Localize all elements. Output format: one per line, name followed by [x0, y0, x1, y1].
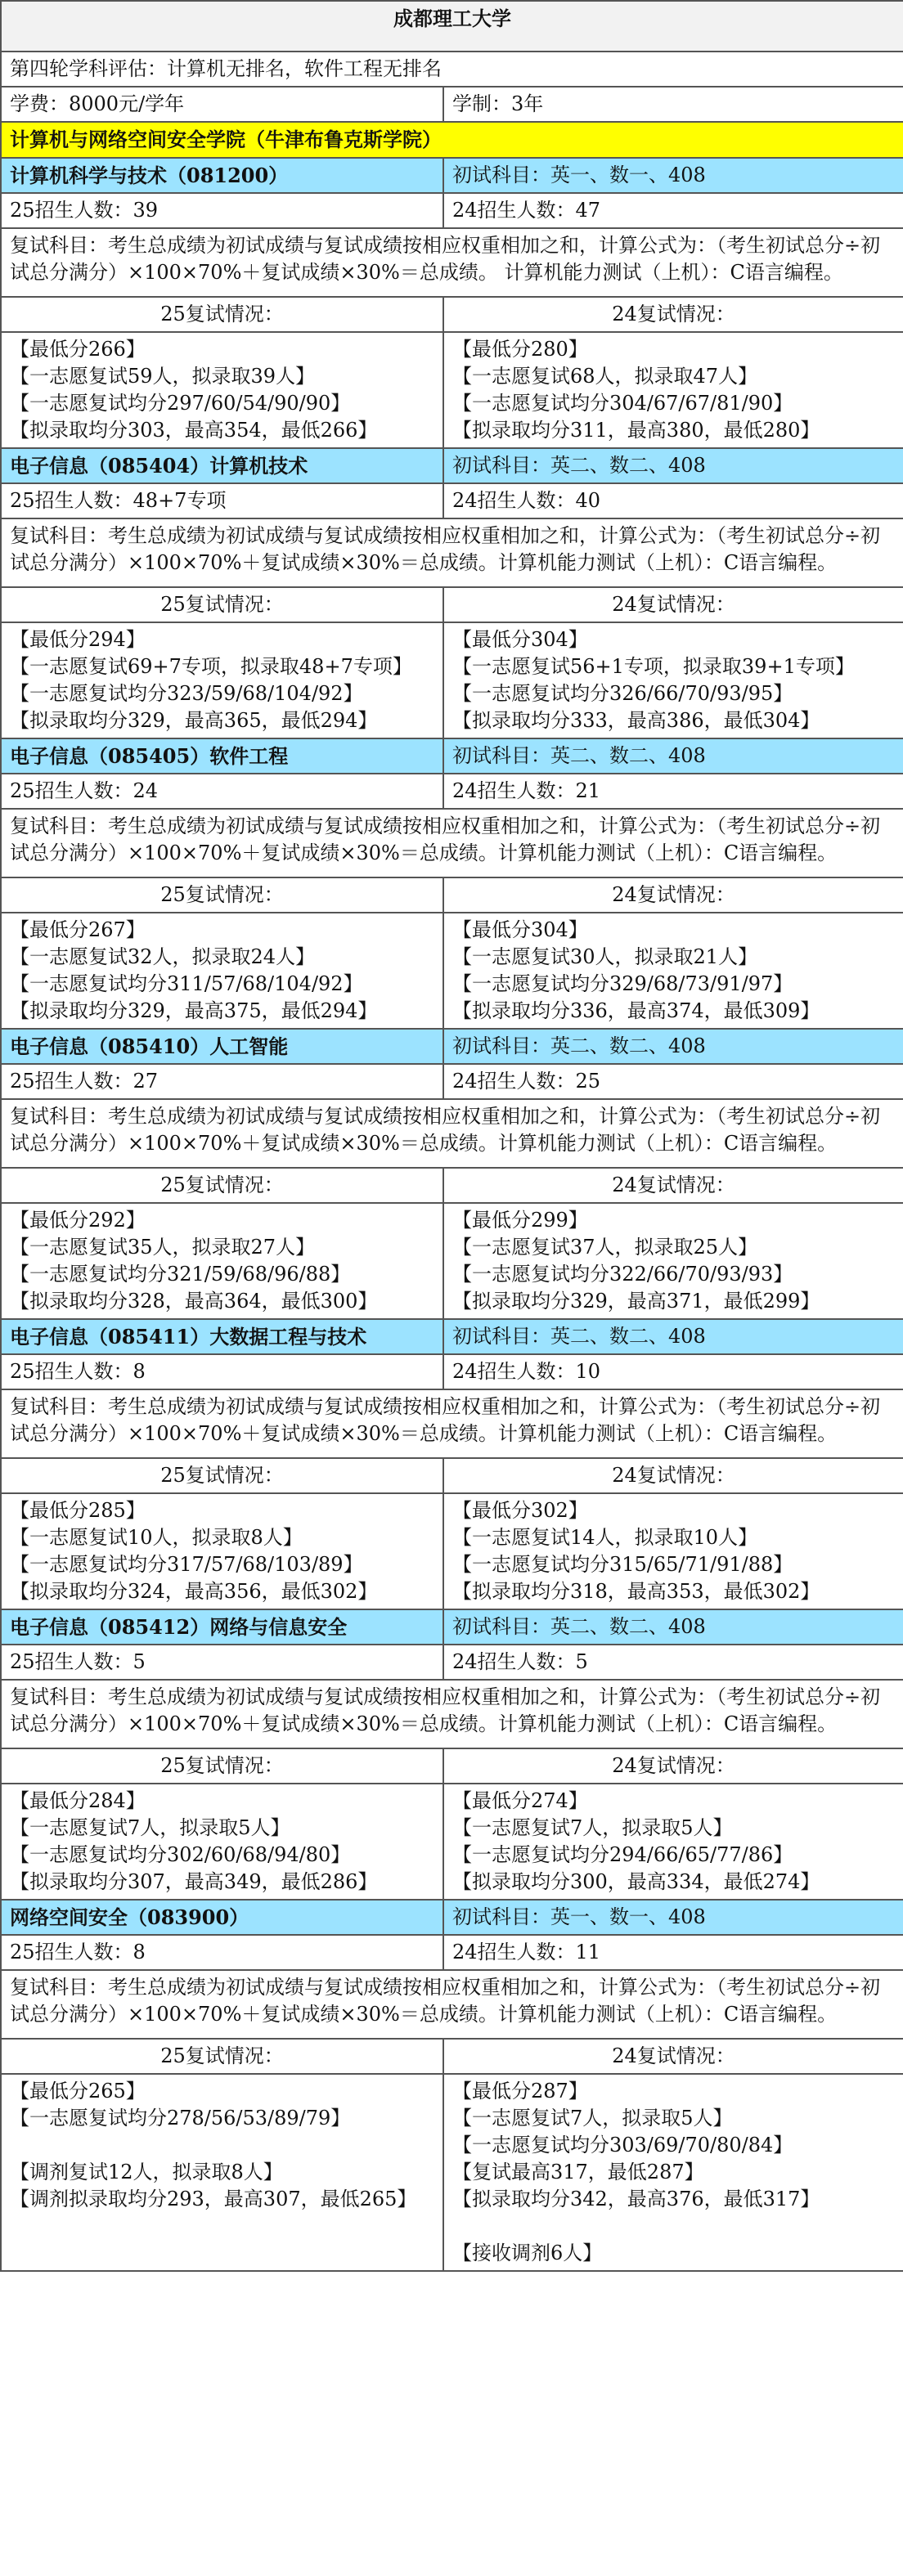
stat-line: 【拟录取均分318，最高353，最低302】	[452, 1580, 820, 1603]
stat-line: 【最低分302】	[452, 1499, 588, 1522]
stat-line: 【最低分304】	[452, 628, 588, 651]
enrollment-25: 25招生人数：27	[1, 1064, 443, 1099]
stat-line: 【调剂复试12人，拟录取8人】	[10, 2161, 283, 2183]
program-header-row	[1, 1319, 903, 1354]
retest-stats-25	[1, 2074, 443, 2271]
retest-stats-24	[443, 622, 903, 738]
program-subjects: 初试科目：英二、数二、408	[443, 1609, 903, 1645]
retest-formula-row	[1, 1389, 903, 1458]
program-name: 电子信息（085404）计算机技术	[1, 448, 443, 483]
program-subjects: 初试科目：英一、数一、408	[443, 158, 903, 193]
school-name: 计算机与网络空间安全学院（牛津布鲁克斯学院）	[1, 122, 903, 158]
enrollment-25: 25招生人数：39	[1, 193, 443, 228]
stat-line: 【一志愿复试14人，拟录取10人】	[452, 1526, 758, 1549]
retest-stats-25	[1, 332, 443, 448]
stat-line: 【最低分284】	[10, 1789, 146, 1812]
retest-stats-24	[443, 332, 903, 448]
stat-line: 【一志愿复试均分329/68/73/91/97】	[452, 972, 793, 995]
retest-stats-row	[1, 332, 903, 448]
stat-line: 【一志愿复试均分302/60/68/94/80】	[10, 1843, 351, 1866]
retest-heading-row	[1, 877, 903, 913]
program-subjects: 初试科目：英二、数二、408	[443, 738, 903, 774]
stat-line: 【一志愿复试30人，拟录取21人】	[452, 945, 758, 968]
stat-line: 【拟录取均分324，最高356，最低302】	[10, 1580, 378, 1603]
retest-stats-row	[1, 622, 903, 738]
enrollment-24: 24招生人数：25	[443, 1064, 903, 1099]
program-subjects: 初试科目：英二、数二、408	[443, 1029, 903, 1064]
retest-stats-25	[1, 1203, 443, 1319]
program-name: 电子信息（085412）网络与信息安全	[1, 1609, 443, 1645]
enrollment-25: 25招生人数：24	[1, 774, 443, 809]
stat-line: 【最低分267】	[10, 918, 146, 941]
stat-line: 【拟录取均分336，最高374，最低309】	[452, 999, 820, 1022]
retest-heading-25: 25复试情况：	[1, 877, 443, 913]
retest-stats-row	[1, 1493, 903, 1609]
retest-formula-row	[1, 809, 903, 877]
stat-line: 【一志愿复试均分323/59/68/104/92】	[10, 682, 363, 705]
program-header-row	[1, 1029, 903, 1064]
stat-line: 【最低分287】	[452, 2080, 588, 2103]
retest-heading-25: 25复试情况：	[1, 1748, 443, 1784]
stat-line: 【拟录取均分329，最高371，最低299】	[452, 1290, 820, 1313]
enrollment-24: 24招生人数：40	[443, 483, 903, 518]
enrollment-25: 25招生人数：8	[1, 1354, 443, 1389]
stat-line: 【拟录取均分342，最高376，最低317】	[452, 2188, 820, 2210]
enrollment-24: 24招生人数：10	[443, 1354, 903, 1389]
program-header-row	[1, 448, 903, 483]
enrollment-row	[1, 1064, 903, 1099]
program-subjects: 初试科目：英一、数一、408	[443, 1900, 903, 1935]
stat-line: 【拟录取均分329，最高375，最低294】	[10, 999, 378, 1022]
stat-line: 【一志愿复试32人，拟录取24人】	[10, 945, 316, 968]
title-row	[1, 1, 903, 52]
stat-line: 【最低分266】	[10, 338, 146, 361]
program-name: 电子信息（085410）人工智能	[1, 1029, 443, 1064]
enrollment-row	[1, 1354, 903, 1389]
retest-heading-24: 24复试情况：	[443, 1748, 903, 1784]
stat-line: 【一志愿复试59人，拟录取39人】	[10, 365, 316, 388]
retest-stats-row	[1, 913, 903, 1029]
retest-formula-row	[1, 1099, 903, 1168]
retest-stats-row	[1, 1203, 903, 1319]
retest-heading-row	[1, 1748, 903, 1784]
enrollment-25: 25招生人数：48+7专项	[1, 483, 443, 518]
retest-stats-25	[1, 622, 443, 738]
retest-formula-row	[1, 1680, 903, 1748]
program-header-row	[1, 158, 903, 193]
retest-stats-25	[1, 1784, 443, 1900]
stat-line: 【拟录取均分328，最高364，最低300】	[10, 1290, 378, 1313]
retest-heading-25: 25复试情况：	[1, 587, 443, 622]
enrollment-24: 24招生人数：5	[443, 1645, 903, 1680]
retest-stats-row	[1, 1784, 903, 1900]
stat-line: 【拟录取均分307，最高349，最低286】	[10, 1870, 378, 1893]
retest-stats-25	[1, 1493, 443, 1609]
stat-line: 【拟录取均分329，最高365，最低294】	[10, 709, 378, 732]
enrollment-25: 25招生人数：8	[1, 1935, 443, 1970]
stat-line	[452, 2213, 895, 2240]
stat-line: 【一志愿复试均分304/67/67/81/90】	[452, 392, 793, 415]
stat-line: 【一志愿复试7人，拟录取5人】	[452, 2107, 733, 2129]
retest-formula-row	[1, 1970, 903, 2039]
stat-line: 【一志愿复试均分294/66/65/77/86】	[452, 1843, 793, 1866]
retest-heading-25: 25复试情况：	[1, 1458, 443, 1493]
retest-stats-24	[443, 1784, 903, 1900]
program-header-row	[1, 1900, 903, 1935]
retest-formula: 复试科目：考生总成绩为初试成绩与复试成绩按相应权重相加之和，计算公式为：（考生初试总分÷初试总分满分）×100×70%＋复试成绩×30%＝总成绩。 计算机能力测试（上机）：C语言编程。	[1, 228, 903, 297]
retest-stats-25	[1, 913, 443, 1029]
enrollment-row	[1, 483, 903, 518]
retest-heading-row	[1, 587, 903, 622]
program-name: 计算机科学与技术（081200）	[1, 158, 443, 193]
retest-heading-row	[1, 297, 903, 332]
stat-line: 【一志愿复试56+1专项，拟录取39+1专项】	[452, 655, 855, 678]
stat-line: 【一志愿复试37人，拟录取25人】	[452, 1236, 758, 1259]
retest-heading-24: 24复试情况：	[443, 2039, 903, 2074]
school-row	[1, 122, 903, 158]
stat-line: 【一志愿复试69+7专项，拟录取48+7专项】	[10, 655, 412, 678]
stat-line: 【一志愿复试7人，拟录取5人】	[10, 1816, 290, 1839]
program-name: 网络空间安全（083900）	[1, 1900, 443, 1935]
program-subjects: 初试科目：英二、数二、408	[443, 448, 903, 483]
tuition-text: 学费：8000元/学年	[1, 87, 443, 122]
fee-row	[1, 87, 903, 122]
stat-line: 【最低分304】	[452, 918, 588, 941]
enrollment-row	[1, 193, 903, 228]
program-header-row	[1, 1609, 903, 1645]
duration-text: 学制：3年	[443, 87, 903, 122]
evaluation-text: 第四轮学科评估：计算机无排名，软件工程无排名	[1, 52, 903, 87]
stat-line: 【最低分294】	[10, 628, 146, 651]
stat-line: 【复试最高317，最低287】	[452, 2161, 704, 2183]
stat-line: 【最低分292】	[10, 1209, 146, 1232]
stat-line: 【拟录取均分300，最高334，最低274】	[452, 1870, 820, 1893]
enrollment-row	[1, 774, 903, 809]
stat-line: 【最低分285】	[10, 1499, 146, 1522]
stat-line	[10, 2132, 434, 2159]
retest-heading-row	[1, 1168, 903, 1203]
enrollment-25: 25招生人数：5	[1, 1645, 443, 1680]
stat-line: 【最低分299】	[452, 1209, 588, 1232]
stat-line: 【一志愿复试均分322/66/70/93/93】	[452, 1263, 793, 1286]
retest-stats-row	[1, 2074, 903, 2271]
enrollment-24: 24招生人数：11	[443, 1935, 903, 1970]
retest-formula-row	[1, 228, 903, 297]
stat-line: 【一志愿复试均分321/59/68/96/88】	[10, 1263, 351, 1286]
program-name: 电子信息（085411）大数据工程与技术	[1, 1319, 443, 1354]
retest-formula-row	[1, 518, 903, 587]
stat-line: 【一志愿复试均分317/57/68/103/89】	[10, 1553, 363, 1576]
retest-heading-row	[1, 2039, 903, 2074]
retest-formula: 复试科目：考生总成绩为初试成绩与复试成绩按相应权重相加之和，计算公式为：（考生初试总分÷初试总分满分）×100×70%＋复试成绩×30%＝总成绩。计算机能力测试（上机）：C语言编程。	[1, 1389, 903, 1458]
stat-line: 【拟录取均分311，最高380，最低280】	[452, 419, 820, 442]
evaluation-row	[1, 52, 903, 87]
stat-line: 【一志愿复试35人，拟录取27人】	[10, 1236, 316, 1259]
enrollment-24: 24招生人数：21	[443, 774, 903, 809]
retest-heading-row	[1, 1458, 903, 1493]
stat-line: 【拟录取均分333，最高386，最低304】	[452, 709, 820, 732]
program-name: 电子信息（085405）软件工程	[1, 738, 443, 774]
stat-line: 【接收调剂6人】	[452, 2242, 603, 2264]
enrollment-row	[1, 1935, 903, 1970]
retest-stats-24	[443, 1203, 903, 1319]
stat-line: 【一志愿复试均分278/56/53/89/79】	[10, 2107, 351, 2129]
enrollment-row	[1, 1645, 903, 1680]
stat-line: 【一志愿复试7人，拟录取5人】	[452, 1816, 733, 1839]
retest-formula: 复试科目：考生总成绩为初试成绩与复试成绩按相应权重相加之和，计算公式为：（考生初试总分÷初试总分满分）×100×70%＋复试成绩×30%＝总成绩。计算机能力测试（上机）：C语言编程。	[1, 1970, 903, 2039]
retest-formula: 复试科目：考生总成绩为初试成绩与复试成绩按相应权重相加之和，计算公式为：（考生初试总分÷初试总分满分）×100×70%＋复试成绩×30%＝总成绩。计算机能力测试（上机）：C语言编程。	[1, 518, 903, 587]
retest-heading-25: 25复试情况：	[1, 297, 443, 332]
retest-stats-24	[443, 2074, 903, 2271]
retest-heading-24: 24复试情况：	[443, 587, 903, 622]
stat-line: 【一志愿复试均分303/69/70/80/84】	[452, 2134, 793, 2156]
stat-line: 【最低分265】	[10, 2080, 146, 2103]
stat-line: 【一志愿复试均分326/66/70/93/95】	[452, 682, 793, 705]
stat-line: 【拟录取均分303，最高354，最低266】	[10, 419, 378, 442]
program-subjects: 初试科目：英二、数二、408	[443, 1319, 903, 1354]
retest-stats-24	[443, 913, 903, 1029]
enrollment-24: 24招生人数：47	[443, 193, 903, 228]
retest-heading-24: 24复试情况：	[443, 297, 903, 332]
stat-line: 【一志愿复试均分297/60/54/90/90】	[10, 392, 351, 415]
retest-heading-24: 24复试情况：	[443, 1458, 903, 1493]
retest-formula: 复试科目：考生总成绩为初试成绩与复试成绩按相应权重相加之和，计算公式为：（考生初试总分÷初试总分满分）×100×70%＋复试成绩×30%＝总成绩。计算机能力测试（上机）：C语言编程。	[1, 1099, 903, 1168]
stat-line: 【调剂拟录取均分293，最高307，最低265】	[10, 2188, 417, 2210]
stat-line: 【一志愿复试均分315/65/71/91/88】	[452, 1553, 793, 1576]
university-name: 成都理工大学	[1, 1, 903, 52]
retest-heading-24: 24复试情况：	[443, 1168, 903, 1203]
stat-line: 【最低分280】	[452, 338, 588, 361]
stat-line: 【一志愿复试均分311/57/68/104/92】	[10, 972, 363, 995]
retest-formula: 复试科目：考生总成绩为初试成绩与复试成绩按相应权重相加之和，计算公式为：（考生初试总分÷初试总分满分）×100×70%＋复试成绩×30%＝总成绩。计算机能力测试（上机）：C语言编程。	[1, 809, 903, 877]
retest-heading-25: 25复试情况：	[1, 2039, 443, 2074]
stat-line: 【一志愿复试10人，拟录取8人】	[10, 1526, 303, 1549]
retest-heading-24: 24复试情况：	[443, 877, 903, 913]
retest-stats-24	[443, 1493, 903, 1609]
stat-line: 【一志愿复试68人，拟录取47人】	[452, 365, 758, 388]
retest-formula: 复试科目：考生总成绩为初试成绩与复试成绩按相应权重相加之和，计算公式为：（考生初试总分÷初试总分满分）×100×70%＋复试成绩×30%＝总成绩。计算机能力测试（上机）：C语言编程。	[1, 1680, 903, 1748]
retest-heading-25: 25复试情况：	[1, 1168, 443, 1203]
program-header-row	[1, 738, 903, 774]
stat-line: 【最低分274】	[452, 1789, 588, 1812]
